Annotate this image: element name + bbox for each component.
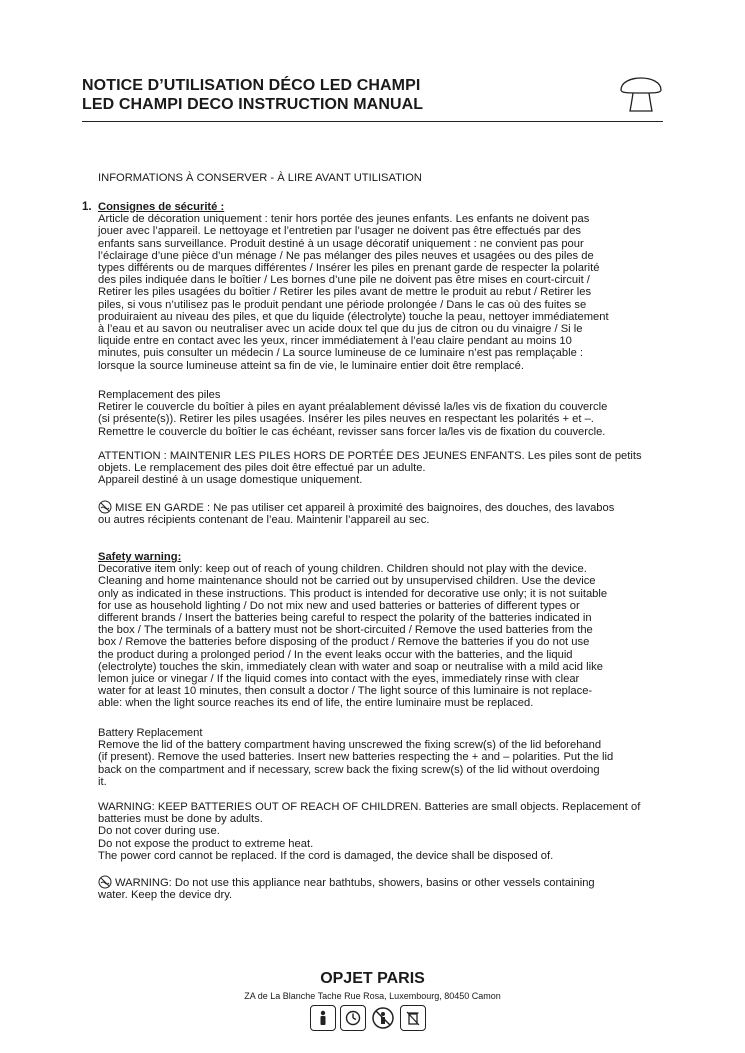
en-battery-line: (if present). Remove the used batteries. Insert new batteries respecting the + and – polarities. Put the lid bbox=[98, 751, 614, 764]
no-water-icon bbox=[98, 875, 112, 889]
section-number: 1. bbox=[82, 201, 92, 213]
fr-battery-line: Remettre le couvercle du boîtier le cas échéant, revisser sans forcer la/les vis de fixation du couvercle. bbox=[98, 425, 606, 438]
fr-safety-line: Retirer les piles usagées du boîtier / Retirer les piles avant de mettre le produit au rebut / Retirer les bbox=[98, 286, 592, 299]
en-safety-line: only as indicated in these instructions. This product is intended for decorative use only; it is not suitable bbox=[98, 587, 608, 600]
en-battery-block bbox=[98, 727, 678, 788]
fr-attention-line: Appareil destiné à un usage domestique uniquement. bbox=[98, 474, 363, 487]
fr-attention-line: objets. Le remplacement des piles doit être effectué par un adulte. bbox=[98, 462, 426, 475]
fr-attention-block bbox=[98, 450, 678, 487]
fr-safety-line: l’éclairage d’une pièce d’un ménage / Ne pas mélanger des piles neuves et usagées ou des piles de bbox=[98, 249, 594, 262]
en-warning-line: WARNING: KEEP BATTERIES OUT OF REACH OF CHILDREN. Batteries are small objects. Replacement of bbox=[98, 801, 641, 813]
en-safety-line: able: when the light source reaches its end of life, the entire luminaire must be replaced. bbox=[98, 697, 534, 710]
no-water-icon bbox=[98, 500, 112, 514]
en-safety-line: Cleaning and home maintenance should not be carried out by unsupervised children. Use the device bbox=[98, 575, 596, 588]
en-warning-line: The power cord cannot be replaced. If the cord is damaged, the device shall be disposed of. bbox=[98, 849, 554, 862]
en-safety-line: the box / The terminals of a battery must not be short-circuited / Remove the used batteries from the bbox=[98, 624, 593, 637]
recycle-bin-icon bbox=[400, 1005, 426, 1031]
brand-name: OPJET PARIS bbox=[320, 970, 425, 987]
en-safety-line: box / Remove the batteries before disposing of the product / Remove the batteries if you do not use bbox=[98, 636, 590, 649]
fr-safety-line: lorsque la source lumineuse atteint sa fin de vie, le luminaire entier doit être remplacé. bbox=[98, 359, 524, 372]
en-warning-line: Do not cover during use. bbox=[98, 825, 220, 838]
fr-mise-line: MISE EN GARDE : Ne pas utiliser cet appareil à proximité des baignoires, des douches, des lavabos bbox=[115, 502, 615, 514]
info-line: INFORMATIONS À CONSERVER - À LIRE AVANT UTILISATION bbox=[98, 172, 422, 184]
en-safety-line: Decorative item only: keep out of reach of young children. Children should not play with the device. bbox=[98, 563, 587, 576]
fr-battery-heading: Remplacement des piles bbox=[98, 389, 221, 401]
brand-address: ZA de La Blanche Tache Rue Rosa, Luxembourg, 80450 Camon bbox=[244, 991, 501, 1001]
title-fr: NOTICE D’UTILISATION DÉCO LED CHAMPI bbox=[82, 77, 421, 94]
fr-safety-line: types différents ou de marques différentes / Insérer les piles en prenant garde de respecter la polarité bbox=[98, 262, 600, 275]
person-icon bbox=[310, 1005, 336, 1031]
en-battery-line: it. bbox=[98, 775, 107, 788]
en-safety-heading: Safety warning: bbox=[98, 551, 182, 563]
en-battery-heading: Battery Replacement bbox=[98, 727, 203, 739]
fr-battery-block bbox=[98, 389, 678, 438]
en-warning-block bbox=[98, 801, 678, 862]
fr-mise-line: ou autres récipients contenant de l’eau. Maintenir l’appareil au sec. bbox=[98, 514, 430, 527]
en-battery-line: back on the compartment and if necessary, screw back the fixing screw(s) of the lid without overdoing bbox=[98, 763, 600, 776]
fr-safety-line: à l’eau et au savon ou neutraliser avec un acide doux tel que du jus de citron ou du vinaigre / Si le bbox=[98, 323, 583, 336]
mushroom-lamp-icon bbox=[616, 66, 666, 116]
no-child-icon bbox=[370, 1005, 396, 1031]
en-water-line: water. Keep the device dry. bbox=[98, 889, 233, 902]
en-safety-line: for use as household lighting / Do not mix new and used batteries or batteries of different types or bbox=[98, 599, 580, 612]
en-water-block bbox=[98, 875, 678, 901]
fr-safety-line: minutes, puis consulter un médecin / La source lumineuse de ce luminaire n’est pas remplaçable : bbox=[98, 347, 584, 360]
footer-icons bbox=[310, 1005, 440, 1033]
en-warning-line: Do not expose the product to extreme heat. bbox=[98, 837, 314, 850]
fr-safety-block bbox=[98, 201, 678, 372]
en-safety-line: lemon juice or vinegar / If the liquid comes into contact with the eyes, immediately rinse with clear bbox=[98, 673, 580, 686]
fr-battery-line: (si présente(s)). Retirer les piles usagées. Insérer les piles neuves en respectant les polarités + et –. bbox=[98, 413, 594, 426]
en-safety-block bbox=[98, 551, 678, 710]
fr-safety-line: produiraient au niveau des piles, et que du liquide (électrolyte) touche la peau, nettoyer immédiatement bbox=[98, 310, 609, 323]
title-en: LED CHAMPI DECO INSTRUCTION MANUAL bbox=[82, 96, 424, 113]
header-divider bbox=[82, 121, 663, 122]
en-safety-line: the product during a prolonged period / In the event leaks occur with the batteries, and the liquid bbox=[98, 648, 573, 661]
fr-safety-line: Article de décoration uniquement : tenir hors portée des jeunes enfants. Les enfants ne doivent pas bbox=[98, 213, 590, 226]
en-water-line: WARNING: Do not use this appliance near bathtubs, showers, basins or other vessels containing bbox=[115, 877, 595, 889]
fr-safety-line: des piles indiquée dans le boîtier / Les bornes d’une pile ne doivent pas être mises en court-circuit / bbox=[98, 274, 590, 287]
en-safety-line: different brands / Insert the batteries being careful to respect the polarity of the batteries indicated in bbox=[98, 612, 592, 625]
fr-safety-line: jouer avec l’appareil. Le nettoyage et l’entretien par l’usager ne doivent pas être effectués par des bbox=[98, 225, 582, 238]
en-safety-line: (electrolyte) touches the skin, immediately clean with water and soap or neutralise with a mild acid like bbox=[98, 660, 603, 673]
fr-safety-line: liquide entre en contact avec les yeux, rincer immédiatement à l’eau claire pendant au moins 10 bbox=[98, 335, 572, 348]
en-battery-line: Remove the lid of the battery compartment having unscrewed the fixing screw(s) of the lid beforehand bbox=[98, 739, 602, 752]
fr-mise-block bbox=[98, 500, 678, 526]
fr-safety-line: enfants sans surveillance. Produit destiné à un usage décoratif uniquement : ne convient pas pour bbox=[98, 237, 584, 250]
en-safety-line: water for at least 10 minutes, then consult a doctor / The light source of this luminaire is not replace- bbox=[98, 685, 593, 698]
timer-icon bbox=[340, 1005, 366, 1031]
fr-attention-line: ATTENTION : MAINTENIR LES PILES HORS DE PORTÉE DES JEUNES ENFANTS. Les piles sont de petits bbox=[98, 450, 642, 462]
fr-safety-line: piles, si vous n’utilisez pas le produit pendant une période prolongée / Dans le cas où des fuites se bbox=[98, 298, 587, 311]
fr-safety-heading: Consignes de sécurité : bbox=[98, 201, 225, 213]
en-warning-line: batteries must be done by adults. bbox=[98, 813, 263, 826]
fr-battery-line: Retirer le couvercle du boîtier à piles en ayant préalablement dévissé la/les vis de fixation du couvercle bbox=[98, 401, 608, 414]
